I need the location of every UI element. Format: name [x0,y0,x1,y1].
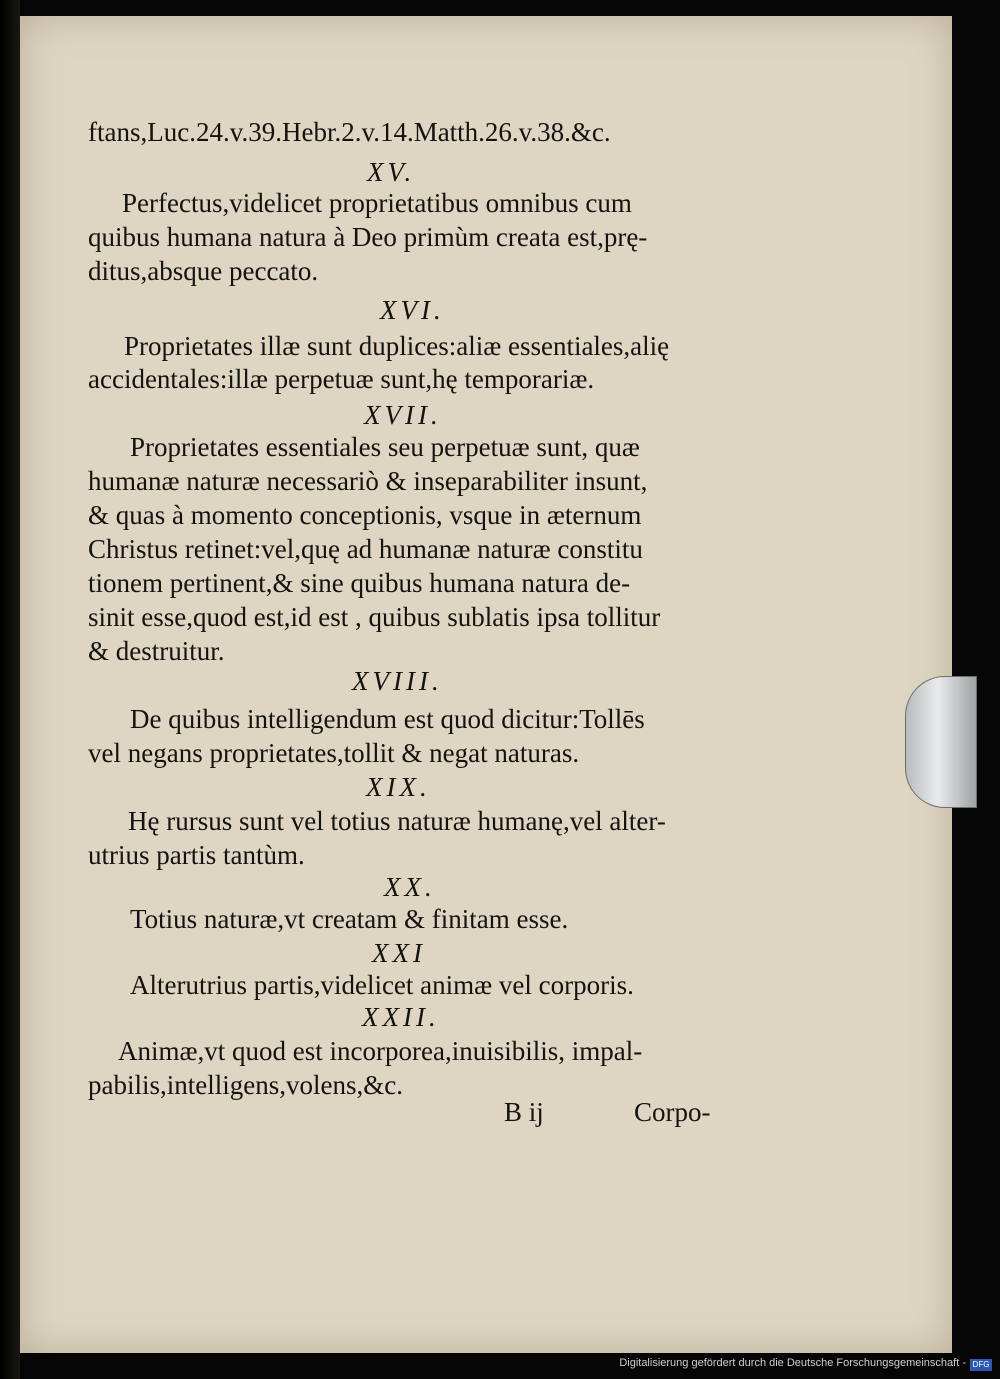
text-line: Proprietates essentiales seu perpetuæ sunt, quæ [130,432,640,462]
text-line: accidentales:illæ perpetuæ sunt,hę temporariæ. [88,364,595,394]
text-line: Perfectus,videlicet proprietatibus omnibus cum [122,188,632,218]
section-numeral: XV. [367,157,416,187]
text-line: sinit esse,quod est,id est , quibus sublatis ipsa tollitur [88,602,661,632]
text-line: & destruitur. [88,636,225,666]
text-line: Alterutrius partis,videlicet animæ vel corporis. [130,970,634,1000]
text-line: ditus,absque peccato. [88,256,319,286]
text-line: vel negans proprietates,tollit & negat naturas. [88,738,580,768]
text-line: quibus humana natura à Deo primùm creata est,prę- [88,222,648,252]
dfg-logo: DFG [970,1359,992,1371]
dfg-credit: Digitalisierung gefördert durch die Deutsche Forschungsgemeinschaft - [619,1357,966,1369]
section-numeral: XVII. [364,400,442,430]
section-numeral: XX. [384,872,436,902]
text-line: Christus retinet:vel,quę ad humanæ naturæ constitu [88,534,643,564]
signature-mark: B ij [504,1097,544,1127]
text-line: Animæ,vt quod est incorporea,inuisibilis, impal- [118,1036,643,1066]
catchword: Corpo- [634,1097,711,1127]
text-line: Proprietates illæ sunt duplices:aliæ essentiales,alię [124,331,670,361]
text-line: Hę rursus sunt vel totius naturæ humanę,vel alter- [128,806,666,836]
section-numeral: XXI [372,938,426,968]
text-line: utrius partis tantùm. [88,840,305,870]
text-line: tionem pertinent,& sine quibus humana natura de- [88,568,631,598]
section-numeral: XVI. [380,295,445,325]
book-edge-shadow [0,0,20,1379]
text-line: ftans,Luc.24.v.39.Hebr.2.v.14.Matth.26.v.38.&c. [88,117,611,147]
text-line: humanæ naturæ necessariò & inseparabiliter insunt, [88,466,648,496]
section-numeral: XIX. [366,772,431,802]
text-line: De quibus intelligendum est quod dicitur:Tollēs [130,704,645,734]
text-line: & quas à momento conceptionis, vsque in æternum [88,500,642,530]
text-line: pabilis,intelligens,volens,&c. [88,1070,403,1100]
section-numeral: XVIII. [352,666,443,696]
page-clip-bookmark [905,676,977,808]
section-numeral: XXII. [362,1002,440,1032]
text-line: Totius naturæ,vt creatam & finitam esse. [130,904,569,934]
